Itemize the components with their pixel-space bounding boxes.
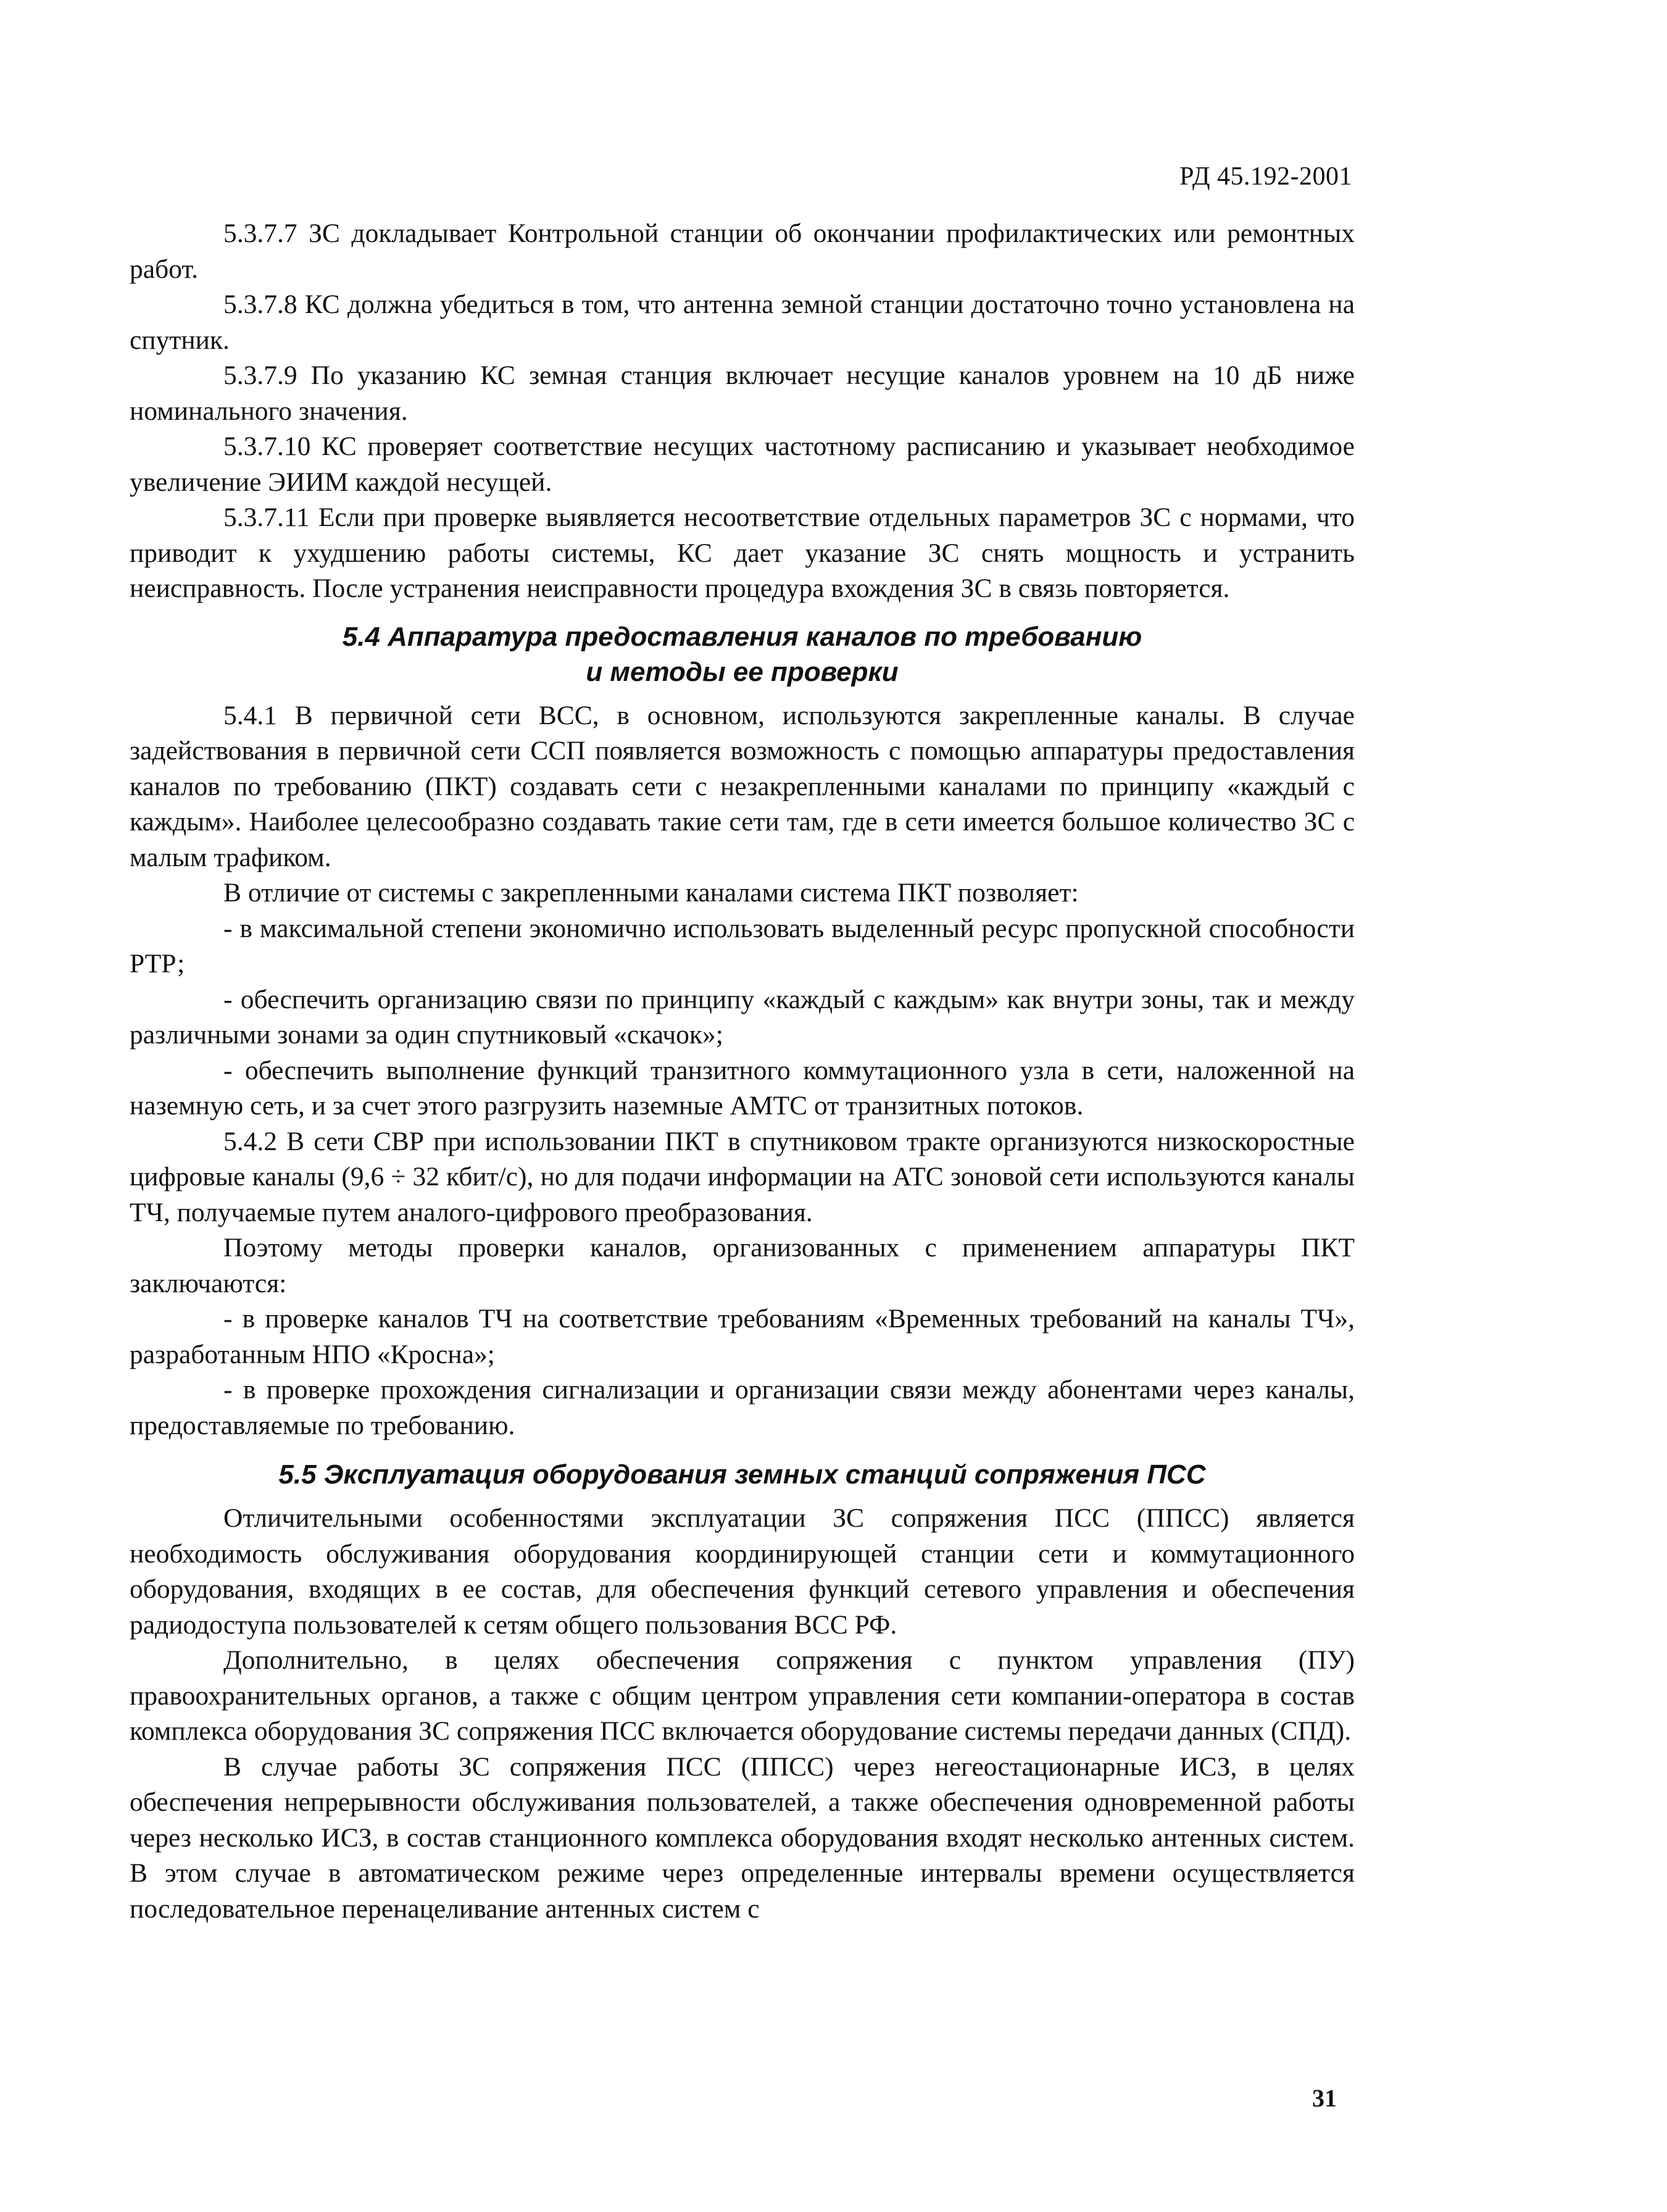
document-code: РД 45.192-2001 — [1179, 162, 1352, 191]
paragraph-5-3-7-9: 5.3.7.9 По указанию КС земная станция включает несущие каналов уровнем на 10 дБ ниже номинального значения. — [130, 361, 1355, 426]
paragraph-5-3-7-8: 5.3.7.8 КС должна убедиться в том, что антенна земной станции достаточно точно установлена на спутник. — [130, 290, 1355, 355]
section-heading-5-5-text: 5.5 Эксплуатация оборудования земных станций сопряжения ПСС — [278, 1459, 1206, 1490]
paragraph-5-4-1: 5.4.1 В первичной сети ВСС, в основном, используются закрепленные каналы. В случае задействования в первичной сети ССП появляется возможность с помощью аппаратуры предоставления каналов по требованию (ПКТ) создавать сети с незакрепленными каналами по принципу «каждый с каждым». Наиболее целесообразно создавать такие сети там, где в сети имеется большое количество ЗС с малым трафиком. — [130, 700, 1355, 872]
paragraph-5-5-3: В случае работы ЗС сопряжения ПСС (ППСС) через негеостационарные ИСЗ, в целях обеспечения непрерывности обслуживания пользователей, а также обеспечения одновременной работы через несколько ИСЗ, в состав станционного комплекса оборудования входят несколько антенных систем. В этом случае в автоматическом режиме через определенные интервалы времени осуществляется последовательное перенацеливание антенных систем с — [130, 1751, 1355, 1924]
paragraph-5-3-7-11: 5.3.7.11 Если при проверке выявляется несоответствие отдельных параметров ЗС с нормами, что приводит к ухудшению работы системы, КС дает указание ЗС снять мощность и устранить неисправность. После устранения неисправности процедура вхождения ЗС в связь повторяется. — [130, 503, 1355, 603]
list-item: - обеспечить выполнение функций транзитного коммутационного узла в сети, наложенной на наземную сеть, и за счет этого разгрузить наземные АМТС от транзитных потоков. — [130, 1055, 1355, 1121]
list-item: - в проверке прохождения сигнализации и организации связи между абонентами через каналы, предоставляемые по требованию. — [130, 1375, 1355, 1440]
paragraph-5-4-methods: Поэтому методы проверки каналов, организованных с применением аппаратуры ПКТ заключаются: — [130, 1233, 1355, 1298]
page-body — [130, 154, 1355, 1927]
list-item: - обеспечить организацию связи по принципу «каждый с каждым» как внутри зоны, так и между различными зонами за один спутниковый «скачок»; — [130, 984, 1355, 1050]
paragraph-5-4-intro: В отличие от системы с закрепленными каналами система ПКТ позволяет: — [223, 878, 1079, 908]
section-heading-5-5 — [130, 1457, 1355, 1492]
paragraph-5-4-2: 5.4.2 В сети СВР при использовании ПКТ в спутниковом тракте организуются низкоскоростные цифровые каналы (9,6 ÷ 32 кбит/с), но для подачи информации на АТС зоновой сети используются каналы ТЧ, получаемые путем аналого-цифрового преобразования. — [130, 1126, 1355, 1227]
list-item: - в проверке каналов ТЧ на соответствие требованиям «Временных требований на каналы ТЧ», разработанным НПО «Кросна»; — [130, 1304, 1355, 1369]
paragraph-5-3-7-10: 5.3.7.10 КС проверяет соответствие несущих частотному расписанию и указывает необходимое увеличение ЭИИМ каждой несущей. — [130, 432, 1355, 497]
page-number: 31 — [1312, 2084, 1337, 2112]
list-item: - в максимальной степени экономично использовать выделенный ресурс пропускной способности РТР; — [130, 913, 1355, 979]
paragraph-5-5-2: Дополнительно, в целях обеспечения сопряжения с пунктом управления (ПУ) правоохранительных органов, а также с общим центром управления сети компании-оператора в состав комплекса оборудования ЗС сопряжения ПСС включается оборудование системы передачи данных (СПД). — [130, 1645, 1355, 1746]
text-block-5-4 — [130, 698, 1355, 1444]
section-heading-5-4-line1: 5.4 Аппаратура предоставления каналов по требованию — [342, 621, 1142, 652]
section-heading-5-4 — [130, 619, 1355, 690]
section-heading-5-4-line2: и методы ее проверки — [586, 656, 899, 687]
paragraph-5-5-1: Отличительными особенностями эксплуатации ЗС сопряжения ПСС (ППСС) является необходимость обслуживания оборудования координирующей станции сети и коммутационного оборудования, входящих в ее состав, для обеспечения функций сетевого управления и обеспечения радиодоступа пользователей к сетям общего пользования ВСС РФ. — [130, 1503, 1355, 1640]
text-block-5-5 — [130, 1501, 1355, 1927]
paragraph-5-3-7-7: 5.3.7.7 ЗС докладывает Контрольной станции об окончании профилактических или ремонтных работ. — [130, 219, 1355, 284]
text-block-5-3-7 — [130, 216, 1355, 607]
